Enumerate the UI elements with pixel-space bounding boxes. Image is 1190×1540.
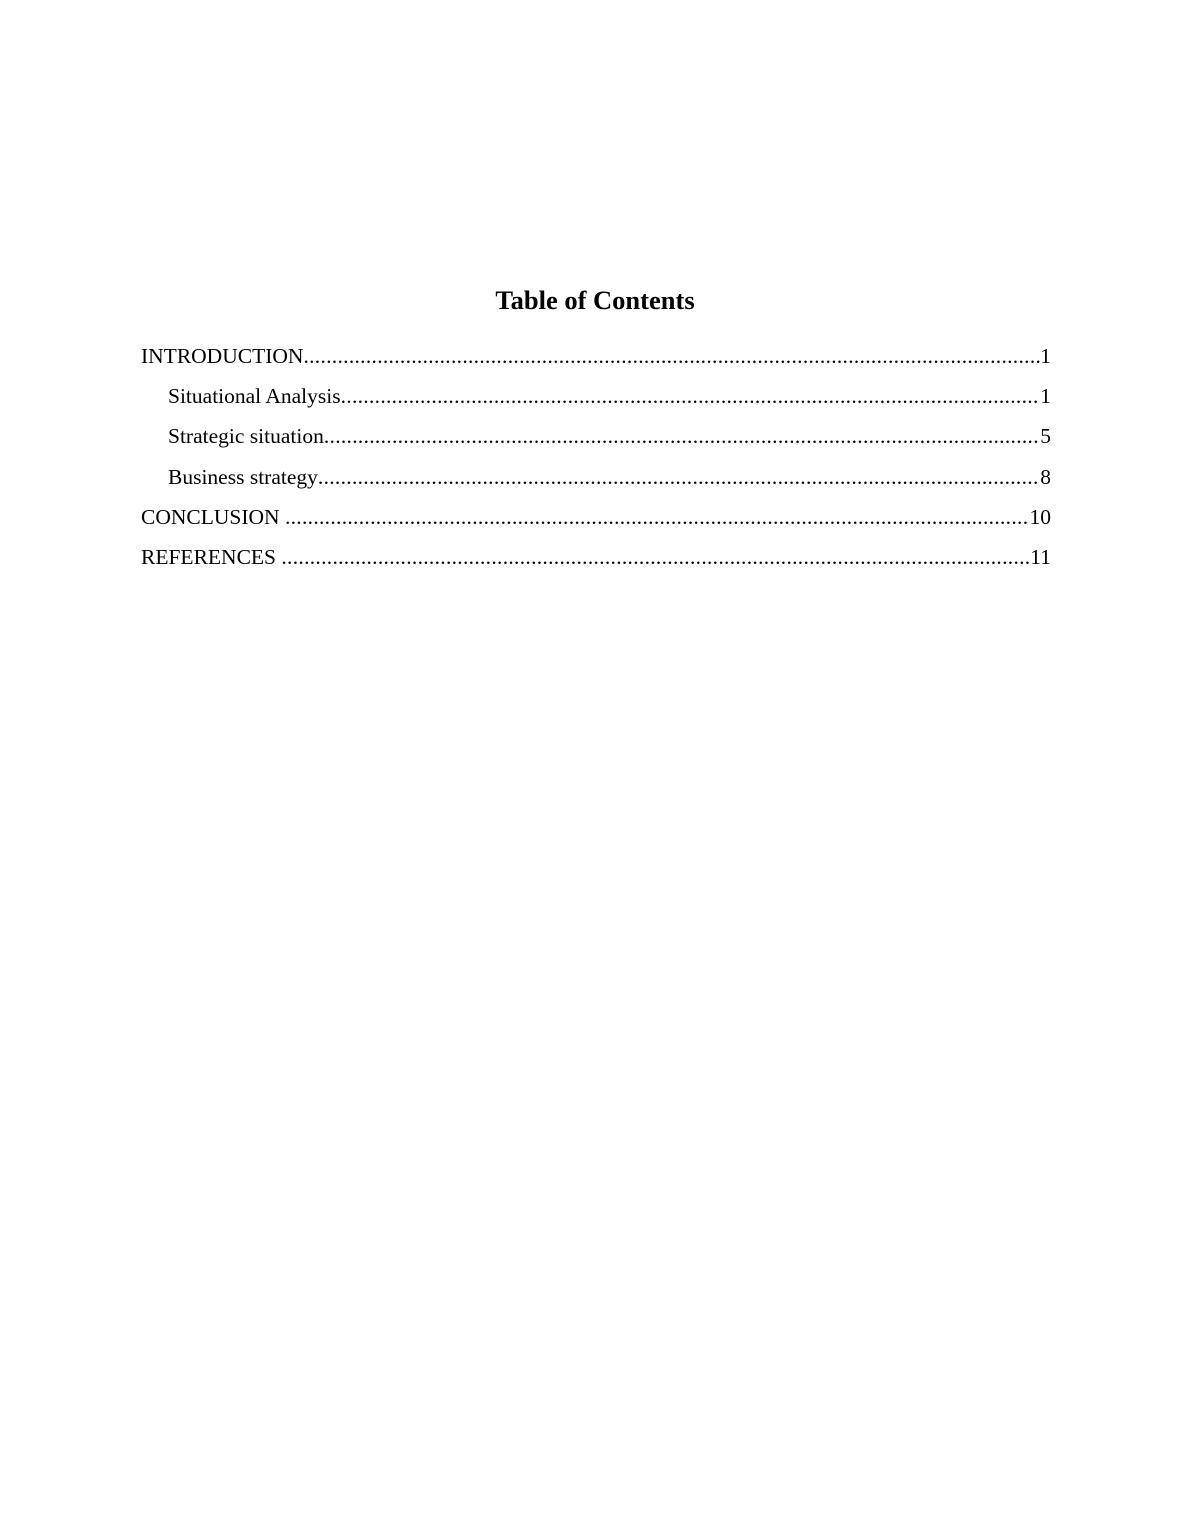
toc-entry-page-number: 5 — [1040, 424, 1051, 449]
toc-title: Table of Contents — [495, 285, 695, 315]
toc-entry-situational-analysis[interactable] — [141, 382, 1051, 422]
toc-dot-leader — [324, 422, 1040, 450]
toc-dot-leader — [281, 543, 1030, 571]
toc-entry-label: CONCLUSION — [141, 504, 285, 529]
toc-dot-leader — [341, 382, 1041, 410]
toc-entry-label: Strategic situation — [168, 424, 324, 449]
toc-entry-label: INTRODUCTION — [141, 344, 304, 368]
toc-entry-page-number: 8 — [1040, 464, 1051, 489]
toc-list — [141, 342, 1051, 583]
toc-entry-page-number: 1 — [1040, 344, 1051, 368]
toc-dot-leader — [318, 463, 1040, 491]
toc-dot-leader — [303, 342, 1040, 370]
toc-entry-label: REFERENCES — [141, 544, 282, 569]
toc-entry-introduction[interactable] — [141, 342, 1051, 382]
toc-entry-business-strategy[interactable] — [141, 463, 1051, 503]
toc-entry-label: Situational Analysis — [168, 384, 341, 409]
toc-entry-references[interactable] — [141, 543, 1051, 583]
toc-entry-strategic-situation[interactable] — [141, 422, 1051, 462]
toc-entry-label: Business strategy — [168, 464, 318, 489]
toc-entry-page-number: 1 — [1040, 384, 1051, 409]
toc-entry-page-number: 10 — [1029, 504, 1051, 529]
toc-entry-page-number: 11 — [1030, 544, 1051, 569]
toc-dot-leader — [285, 503, 1030, 531]
toc-entry-conclusion[interactable] — [141, 503, 1051, 543]
